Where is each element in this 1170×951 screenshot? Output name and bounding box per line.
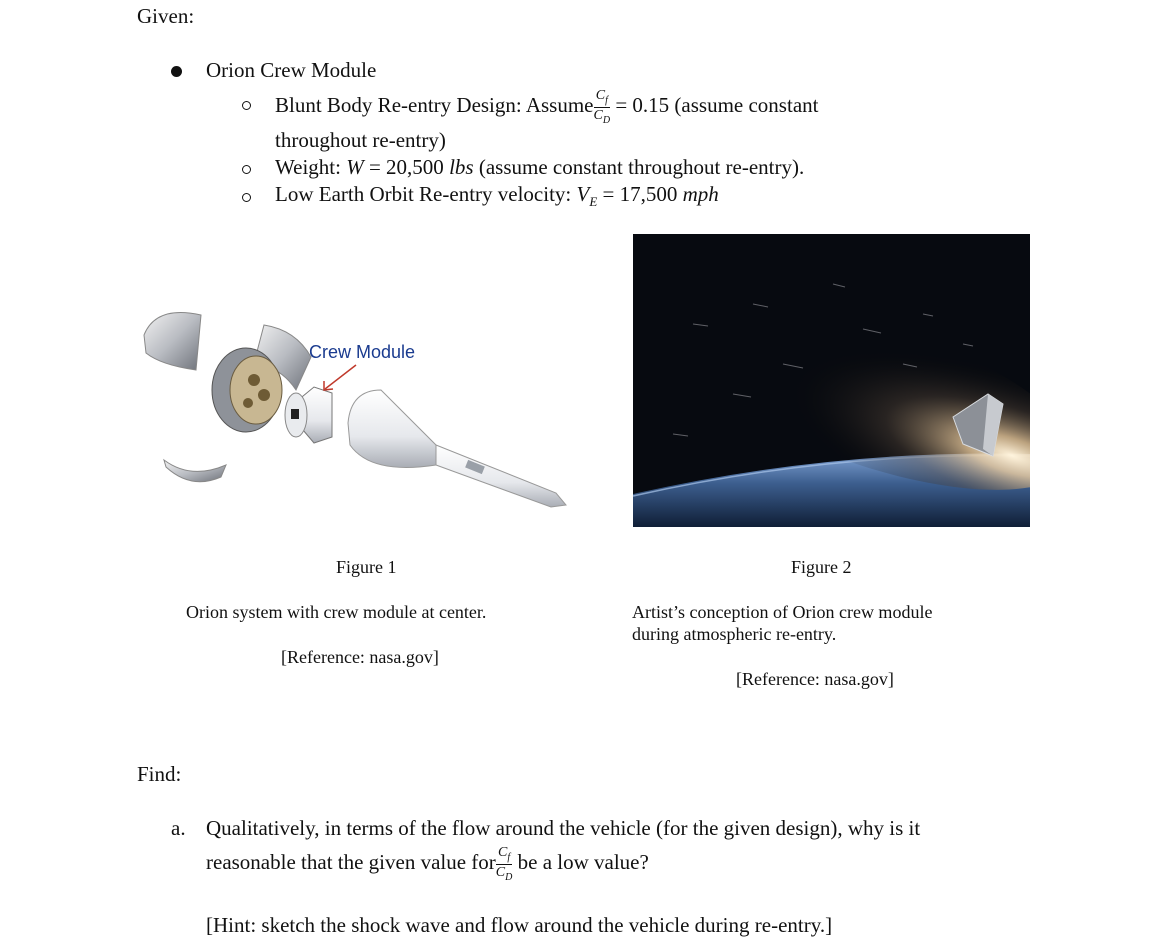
hint-text: [Hint: sketch the shock wave and flow around the vehicle during re-entry.] — [206, 913, 833, 937]
question-line2: reasonable that the given value for $\frac{C_f}{C_D}$ be a low value? — [206, 844, 649, 883]
figure2-title: Figure 2 — [791, 557, 852, 577]
figure1-caption: Orion system with crew module at center. — [186, 602, 487, 622]
blunt-suffix: = 0.15 (assume constant — [610, 93, 819, 117]
figure1-reference: [Reference: nasa.gov] — [281, 647, 439, 667]
bullet-dot-icon — [171, 66, 182, 77]
question-line1: Qualitatively, in terms of the flow around the vehicle (for the given design), why is it — [206, 816, 921, 840]
find-heading: Find: — [137, 762, 182, 786]
find-item-marker: a. — [171, 816, 186, 840]
figure2-caption-line1: Artist’s conception of Orion crew module — [632, 602, 933, 622]
hollow-circle-icon — [242, 193, 251, 202]
velocity-line: Low Earth Orbit Re-entry velocity: $V_E = 17,500$ mph — [275, 182, 719, 210]
blunt-body-line — [275, 85, 818, 125]
figure2-image — [633, 234, 1030, 527]
hollow-circle-icon — [242, 165, 251, 174]
given-heading: Given: — [137, 4, 195, 28]
arrow-icon — [318, 362, 360, 394]
figure2-caption-line2: during atmospheric re-entry. — [632, 624, 837, 644]
cf-cd-fraction: $\frac{C_f}{C_D}$ — [593, 87, 611, 126]
crew-module-label: Crew Module — [309, 342, 416, 362]
weight-line: Weight: W = 20,500 lbs (assume constant throughout re-entry). — [275, 155, 805, 179]
figure2-reference: [Reference: nasa.gov] — [736, 669, 894, 689]
figure1-image — [136, 295, 576, 520]
blunt-prefix: Blunt Body Re-entry Design: Assume — [275, 93, 594, 117]
hollow-circle-icon — [242, 101, 251, 110]
cf-cd-fraction: $\frac{C_f}{C_D}$ — [495, 844, 513, 883]
figure1-title: Figure 1 — [336, 557, 397, 577]
blunt-line2: throughout re-entry) — [275, 128, 446, 152]
item-title: Orion Crew Module — [206, 58, 377, 82]
